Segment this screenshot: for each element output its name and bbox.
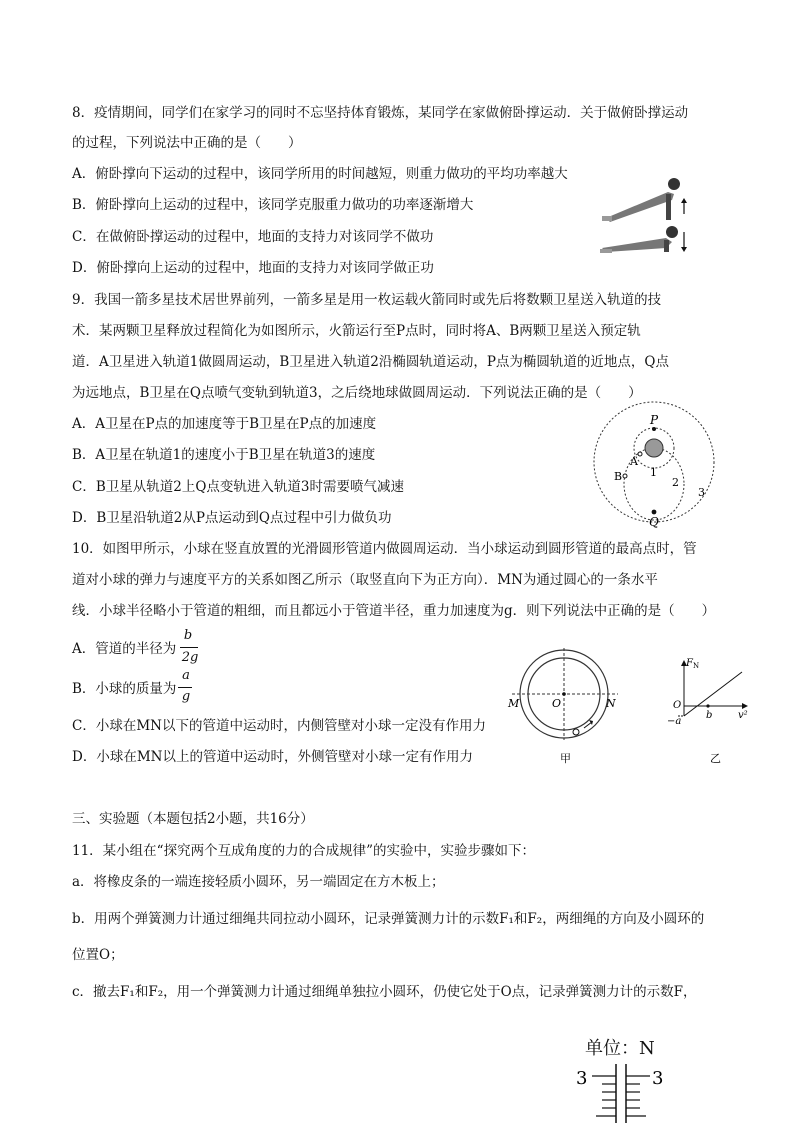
earth	[645, 439, 663, 457]
q8-option-a: A．俯卧撑向下运动的过程中，该同学所用的时间越短，则重力做功的平均功率越大	[72, 166, 568, 182]
label-orbit-2: 2	[672, 476, 679, 489]
b-intercept	[706, 704, 709, 707]
q8-option-d: D．俯卧撑向上运动的过程中，地面的支持力对该同学做正功	[72, 260, 434, 276]
label-m: M	[508, 697, 520, 710]
gauge-unit-label: 单位：N	[585, 1038, 655, 1059]
q10-b-fraction-bar	[178, 687, 192, 688]
label-o: O	[552, 697, 562, 710]
q10-a-denominator: 2g	[181, 650, 199, 665]
section-title: 三、实验题（本题包括2小题，共16分）	[72, 811, 314, 827]
label-neg-a: −a	[667, 716, 682, 727]
label-p: P	[650, 413, 659, 427]
q11-step-a: a．将橡皮条的一端连接轻质小圆环，另一端固定在方木板上；	[72, 874, 445, 890]
label-orbit-1: 1	[650, 466, 657, 479]
q9-option-b: B．A卫星在轨道1的速度小于B卫星在轨道3的速度	[72, 447, 376, 463]
label-b: B	[614, 470, 623, 483]
q10-a-numerator: b	[183, 628, 193, 643]
q8-stem-line1: 8．疫情期间，同学们在家学习的同时不忘坚持体育锻炼，某同学在家做俯卧撑运动．关于做俯卧撑运动	[72, 105, 689, 121]
center-o	[562, 692, 566, 696]
q8-option-b: B．俯卧撑向上运动的过程中，该同学克服重力做功的功率逐渐增大	[72, 197, 474, 213]
label-v2: v²	[738, 710, 748, 721]
q9-stem-line4: 为远地点，B卫星在Q点喷气变轨到轨道3，之后绕地球做圆周运动．下列说法正确的是（ ）	[72, 385, 642, 401]
q9-stem-line3: 道．A卫星进入轨道1做圆周运动，B卫星进入轨道2沿椭圆轨道运动，P点为椭圆轨道的近地点，Q点	[72, 354, 669, 370]
satellite-b	[623, 474, 627, 478]
label-origin: O	[673, 700, 682, 711]
fn-v2-graph	[664, 652, 758, 768]
q8-stem-line2: 的过程，下列说法中正确的是（ ）	[72, 135, 302, 151]
label-fn: F	[686, 658, 693, 669]
point-p	[652, 427, 656, 431]
q9-stem-line1: 9．我国一箭多星技术居世界前列，一箭多星是用一枚运载火箭同时或先后将数颗卫星送入轨道的技	[72, 292, 662, 308]
q10-a-fraction-bar	[180, 647, 198, 648]
q10-stem-line1: 10．如图甲所示，小球在竖直放置的光滑圆形管道内做圆周运动．当小球运动到圆形管道的最高点时，管	[72, 541, 697, 557]
label-b: b	[706, 710, 713, 721]
q10-stem-line2: 道对小球的弹力与速度平方的关系如图乙所示（取竖直向下为正方向）．MN为通过圆心的一条水平	[72, 572, 658, 588]
fn-line	[684, 672, 742, 716]
spring-scale-gauge	[570, 1062, 670, 1123]
caption-jia: 甲	[560, 752, 571, 765]
caption-yi: 乙	[710, 752, 721, 765]
q11-stem: 11．某小组在“探究两个互成角度的力的合成规律”的实验中，实验步骤如下：	[72, 843, 535, 859]
label-n: N	[606, 697, 616, 710]
q9-option-c: C．B卫星从轨道2上Q点变轨进入轨道3时需要喷气减速	[72, 479, 404, 495]
ball	[573, 729, 579, 735]
q9-stem-line2: 术．某两颗卫星释放过程简化为如图所示，火箭运行至P点时，同时将A、B两颗卫星送入预定轨	[72, 323, 641, 339]
q11-step-b-line1: b．用两个弹簧测力计通过细绳共同拉动小圆环，记录弹簧测力计的示数F₁和F₂，两细绳的方向及小圆环的	[72, 911, 705, 927]
q10-b-numerator: a	[182, 668, 190, 683]
q10-option-d: D．小球在MN以上的管道中运动时，外侧管壁对小球一定有作用力	[72, 749, 473, 765]
gauge-left-3: 3	[576, 1068, 588, 1089]
label-fn-sub: N	[693, 662, 700, 670]
gauge-ticks	[592, 1076, 650, 1116]
pushup-down-person	[600, 226, 678, 253]
circular-tube-figure	[504, 648, 626, 768]
point-q	[652, 510, 657, 515]
label-q: Q	[649, 515, 659, 529]
q9-option-d: D．B卫星沿轨道2从P点运动到Q点过程中引力做负功	[72, 510, 392, 526]
q10-option-c: C．小球在MN以下的管道中运动时，内侧管壁对小球一定没有作用力	[72, 718, 486, 734]
q10-option-a: A．管道的半径为	[72, 641, 177, 657]
q11-step-b-line2: 位置O；	[72, 947, 124, 963]
q8-option-c: C．在做俯卧撑运动的过程中，地面的支持力对该同学不做功	[72, 229, 434, 245]
label-a: A	[630, 455, 638, 468]
q10-b-denominator: g	[181, 689, 191, 704]
q9-option-a: A．A卫星在P点的加速度等于B卫星在P点的加速度	[72, 416, 377, 432]
pushup-figure	[598, 172, 688, 262]
q10-option-b: B．小球的质量为	[72, 681, 177, 697]
q11-step-c: c．撤去F₁和F₂，用一个弹簧测力计通过细绳单独拉小圆环，仍使它处于O点，记录弹簧测力计的示数F，	[72, 984, 697, 1000]
pushup-up-person	[602, 178, 680, 222]
satellite-a	[638, 452, 642, 456]
orbit-diagram	[592, 392, 718, 530]
gauge-right-3: 3	[652, 1068, 664, 1089]
label-orbit-3: 3	[698, 486, 705, 499]
q10-stem-line3: 线．小球半径略小于管道的粗细，而且都远小于管道半径，重力加速度为g．则下列说法中正确的是（ ）	[72, 603, 716, 619]
